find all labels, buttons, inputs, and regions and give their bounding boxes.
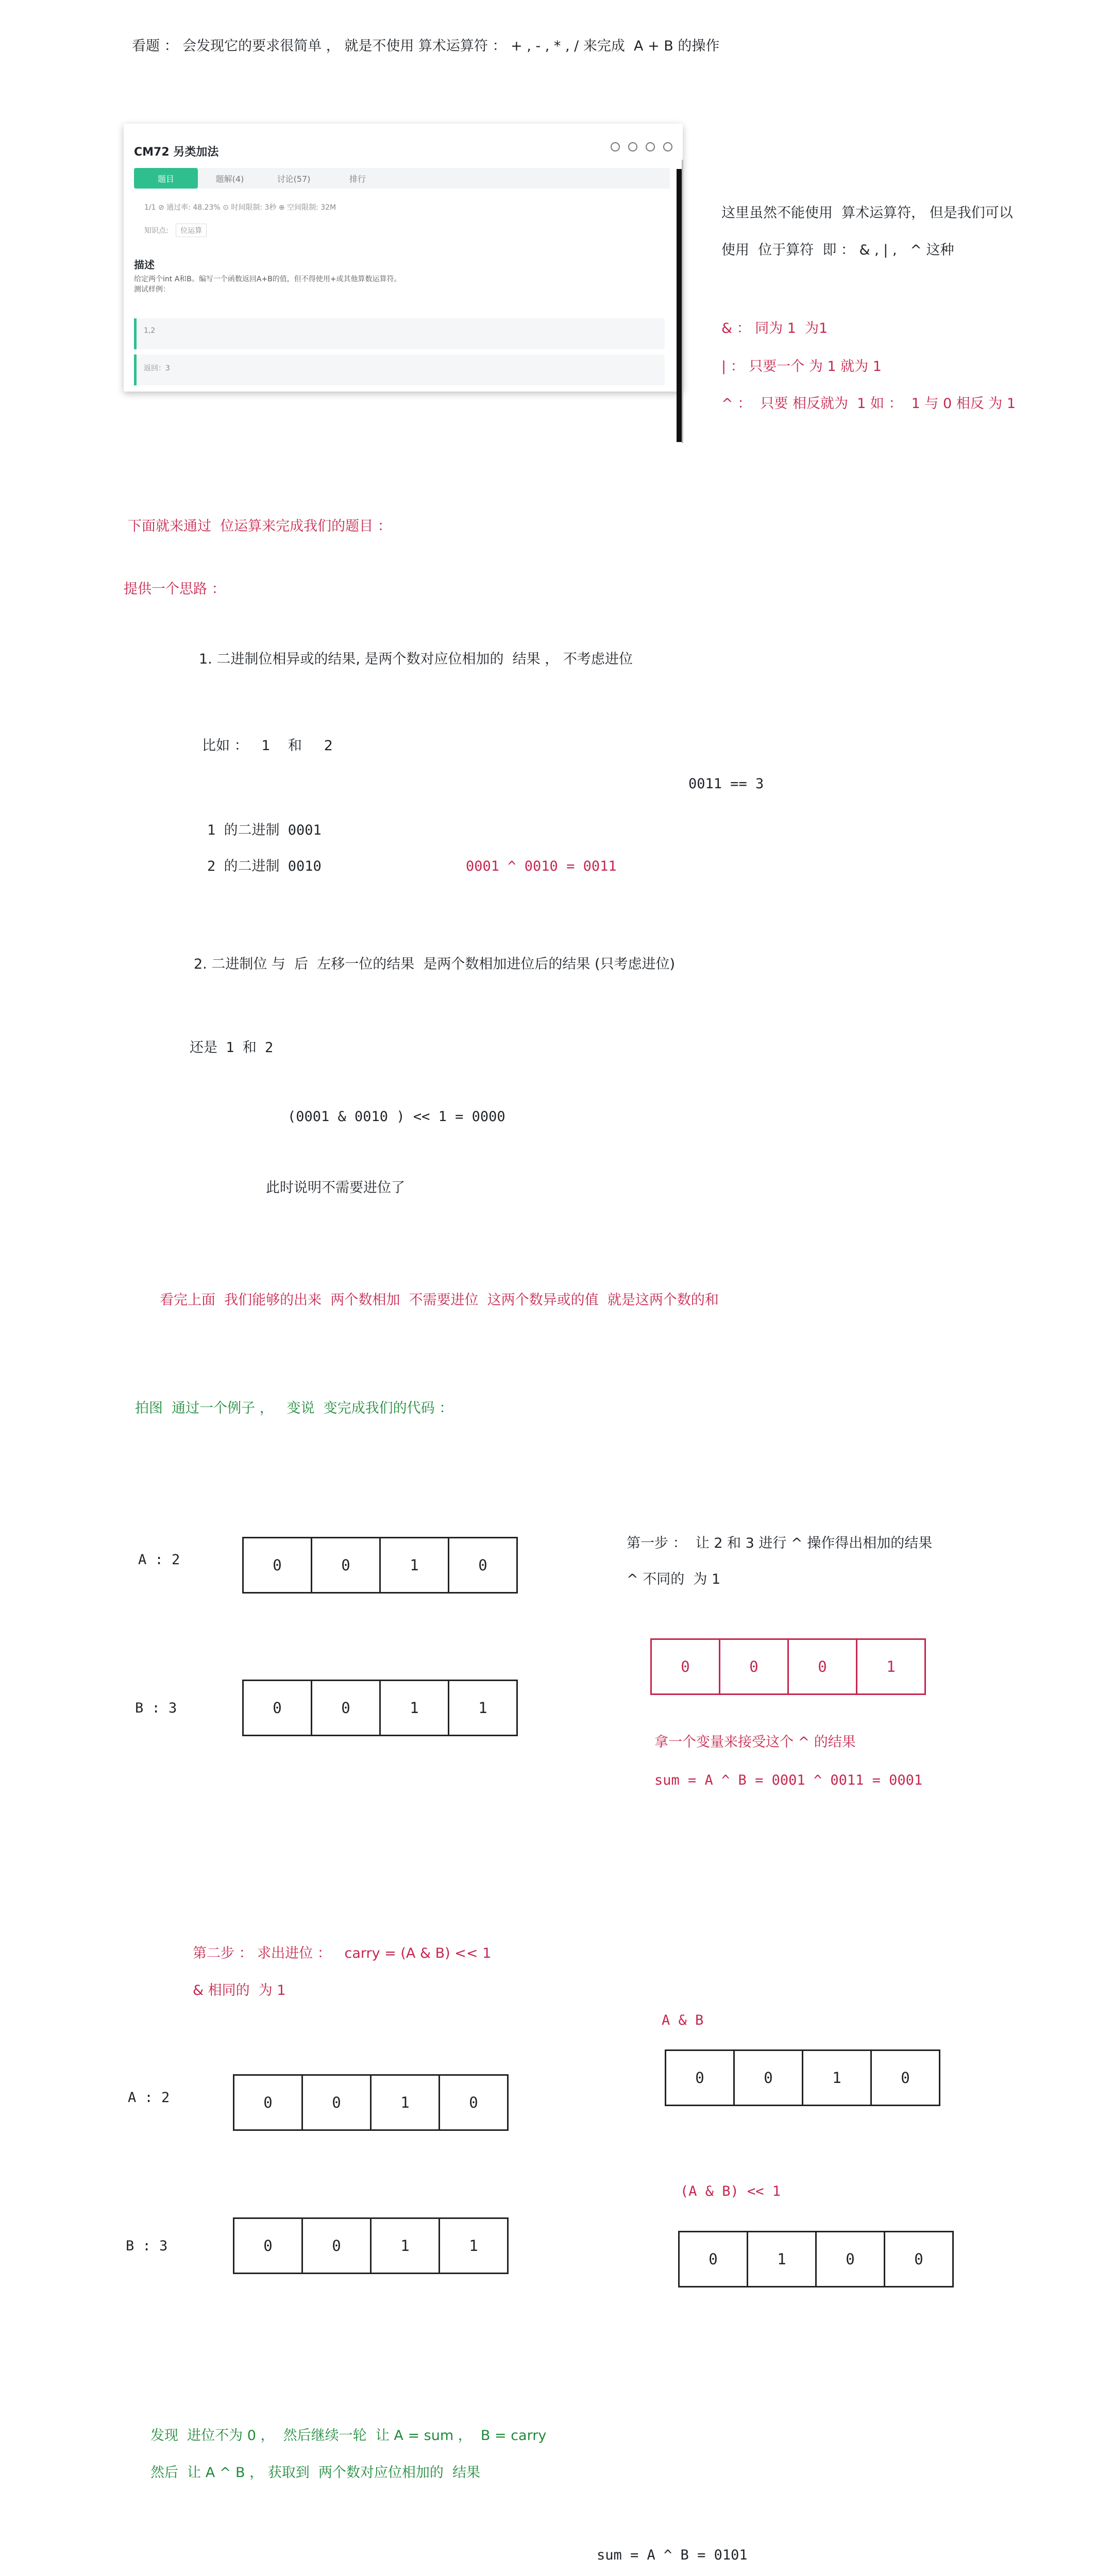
bit-cell: 1 [370, 2217, 440, 2274]
xor-rule: ^ ： 只要 相反就为 1 如 ： 1 与 0 相反 为 1 [721, 396, 1016, 412]
bit-cell: 0 [301, 2074, 372, 2131]
loop-note-2: 然后 让 A ^ B ， 获取到 两个数对应位相加的 结果 [150, 2465, 481, 2481]
bit-cell: 1 [856, 1638, 926, 1695]
step2-bits-a [233, 2074, 509, 2131]
bit-cell: 0 [439, 2074, 509, 2131]
and-label: A & B [662, 2012, 704, 2028]
bit-cell: 0 [233, 2217, 303, 2274]
intro-text: 看题 ： 会发现它的要求很简单 ， 就是不使用 算术运算符 ： + , - , * , / 来完成 A + B 的操作 [132, 38, 720, 54]
description-text: 给定两个int A和B。编写一个函数返回A+B的值，但不得使用+或其他算数运算符。 测试样例： [134, 275, 401, 294]
bit-cell: 1 [379, 1680, 449, 1736]
binary-of-2: 2 的二进制 0010 [207, 858, 322, 874]
step2-label-a: A : 2 [128, 2090, 170, 2106]
toolbar-icons [611, 142, 672, 151]
bit-cell: 1 [448, 1680, 518, 1736]
step2-label-b: B : 3 [126, 2238, 168, 2254]
example-label: 比如 ： 1 和 2 [202, 738, 333, 754]
tab-solutions[interactable]: 题解(4) [215, 174, 244, 184]
divider-bar [677, 169, 682, 442]
step1-xor-result [650, 1638, 926, 1695]
and-shift-expression: (0001 & 0010 ) << 1 = 0000 [288, 1109, 505, 1125]
bit-cell: 0 [650, 1638, 720, 1695]
step2-title: 第二步 ： 求出进位 ： carry = (A & B) << 1 [193, 1945, 492, 1961]
problem-screenshot [124, 124, 683, 392]
step3-sum-expression: sum = A ^ B = 0101 [597, 2547, 748, 2563]
bit-cell: 0 [448, 1537, 518, 1594]
side-note-line2: 使用 位于算符 即 ： & , | , ^ 这种 [721, 242, 954, 258]
tag-label: 知识点: [144, 227, 168, 235]
tab-problem[interactable]: 题目 [134, 168, 198, 189]
example-intro: 拍图 通过一个例子 ， 变说 变完成我们的代码 ： [135, 1400, 453, 1416]
problem-tabs [134, 168, 670, 189]
tab-discussion[interactable]: 讨论(57) [277, 174, 311, 184]
bit-cell: 0 [233, 2074, 303, 2131]
or-rule: | ： 只要一个 为 1 就为 1 [721, 359, 882, 375]
refresh-icon [646, 142, 655, 151]
loop-note-1: 发现 进位不为 0 ， 然后继续一轮 让 A = sum ， B = carry [150, 2428, 547, 2444]
shift-label: (A & B) << 1 [680, 2183, 781, 2199]
step1-subtitle: ^ 不同的 为 1 [627, 1571, 721, 1587]
bit-cell: 0 [787, 1638, 857, 1695]
tag-bitwise[interactable]: 位运算 [176, 224, 207, 237]
bit-cell: 0 [311, 1680, 381, 1736]
bit-cell: 0 [884, 2231, 954, 2287]
problem-title: CM72 另类加法 [134, 146, 219, 159]
problem-stats: 1/1 ⊘ 通过率: 48.23% ⊙ 时间限制: 3秒 ⊕ 空间限制: 32M [144, 204, 336, 212]
bit-cell: 0 [311, 1537, 381, 1594]
conclusion-text: 看完上面 我们能够的出来 两个数相加 不需要进位 这两个数异或的值 就是这两个数的和 [160, 1292, 719, 1308]
knowledge-tags [144, 224, 207, 237]
tab-ranking[interactable]: 排行 [349, 174, 366, 184]
step1-bits-b [242, 1680, 518, 1736]
still-1-and-2: 还是 1 和 2 [190, 1040, 274, 1056]
example-input: 1,2 [134, 318, 665, 349]
step2-subtitle: & 相同的 为 1 [193, 1982, 286, 1998]
side-note-line1: 这里虽然不能使用 算术运算符， 但是我们可以 [721, 205, 1013, 221]
bit-cell: 0 [719, 1638, 789, 1695]
step1-sum-expression: sum = A ^ B = 0001 ^ 0011 = 0001 [654, 1772, 923, 1788]
step1-label-a: A : 2 [138, 1552, 180, 1568]
step1-bits-a [242, 1537, 518, 1594]
and-rule: & ： 同为 1 为1 [721, 320, 828, 336]
description-heading: 描述 [134, 259, 155, 271]
step1-store-note: 拿一个变量来接受这个 ^ 的结果 [654, 1734, 856, 1750]
section-heading: 下面就来通过 位运算来完成我们的题目 ： [128, 518, 392, 534]
no-carry-note: 此时说明不需要进位了 [266, 1180, 405, 1196]
step1-label-b: B : 3 [135, 1700, 177, 1716]
point-2: 2. 二进制位 与 后 左移一位的结果 是两个数相加进位后的结果 (只考虑进位) [194, 956, 676, 972]
point-1: 1. 二进制位相异或的结果, 是两个数对应位相加的 结果 ， 不考虑进位 [199, 651, 633, 667]
bit-cell: 1 [379, 1537, 449, 1594]
bit-cell: 0 [733, 2049, 803, 2106]
bit-cell: 0 [242, 1680, 312, 1736]
xor-expression: 0001 ^ 0010 = 0011 [466, 858, 617, 874]
example-output: 返回：3 [134, 354, 665, 385]
idea-title: 提供一个思路 ： [124, 581, 226, 597]
bit-cell: 1 [370, 2074, 440, 2131]
bit-cell: 1 [439, 2217, 509, 2274]
bit-cell: 1 [802, 2049, 872, 2106]
bit-cell: 0 [870, 2049, 940, 2106]
step1-title: 第一步 ： 让 2 和 3 进行 ^ 操作得出相加的结果 [627, 1535, 933, 1551]
bit-cell: 0 [665, 2049, 735, 2106]
star-icon [628, 142, 637, 151]
bit-cell: 0 [242, 1537, 312, 1594]
binary-of-1: 1 的二进制 0001 [207, 822, 322, 838]
divider-shadow [682, 160, 683, 443]
bit-cell: 0 [678, 2231, 748, 2287]
bit-cell: 0 [301, 2217, 372, 2274]
settings-icon [663, 142, 672, 151]
bit-cell: 1 [747, 2231, 817, 2287]
shift-result-bits [678, 2231, 954, 2287]
eq-0011-3: 0011 == 3 [688, 776, 764, 792]
and-result-bits [665, 2049, 940, 2106]
share-icon [611, 142, 620, 151]
step2-bits-b [233, 2217, 509, 2274]
bit-cell: 0 [815, 2231, 885, 2287]
